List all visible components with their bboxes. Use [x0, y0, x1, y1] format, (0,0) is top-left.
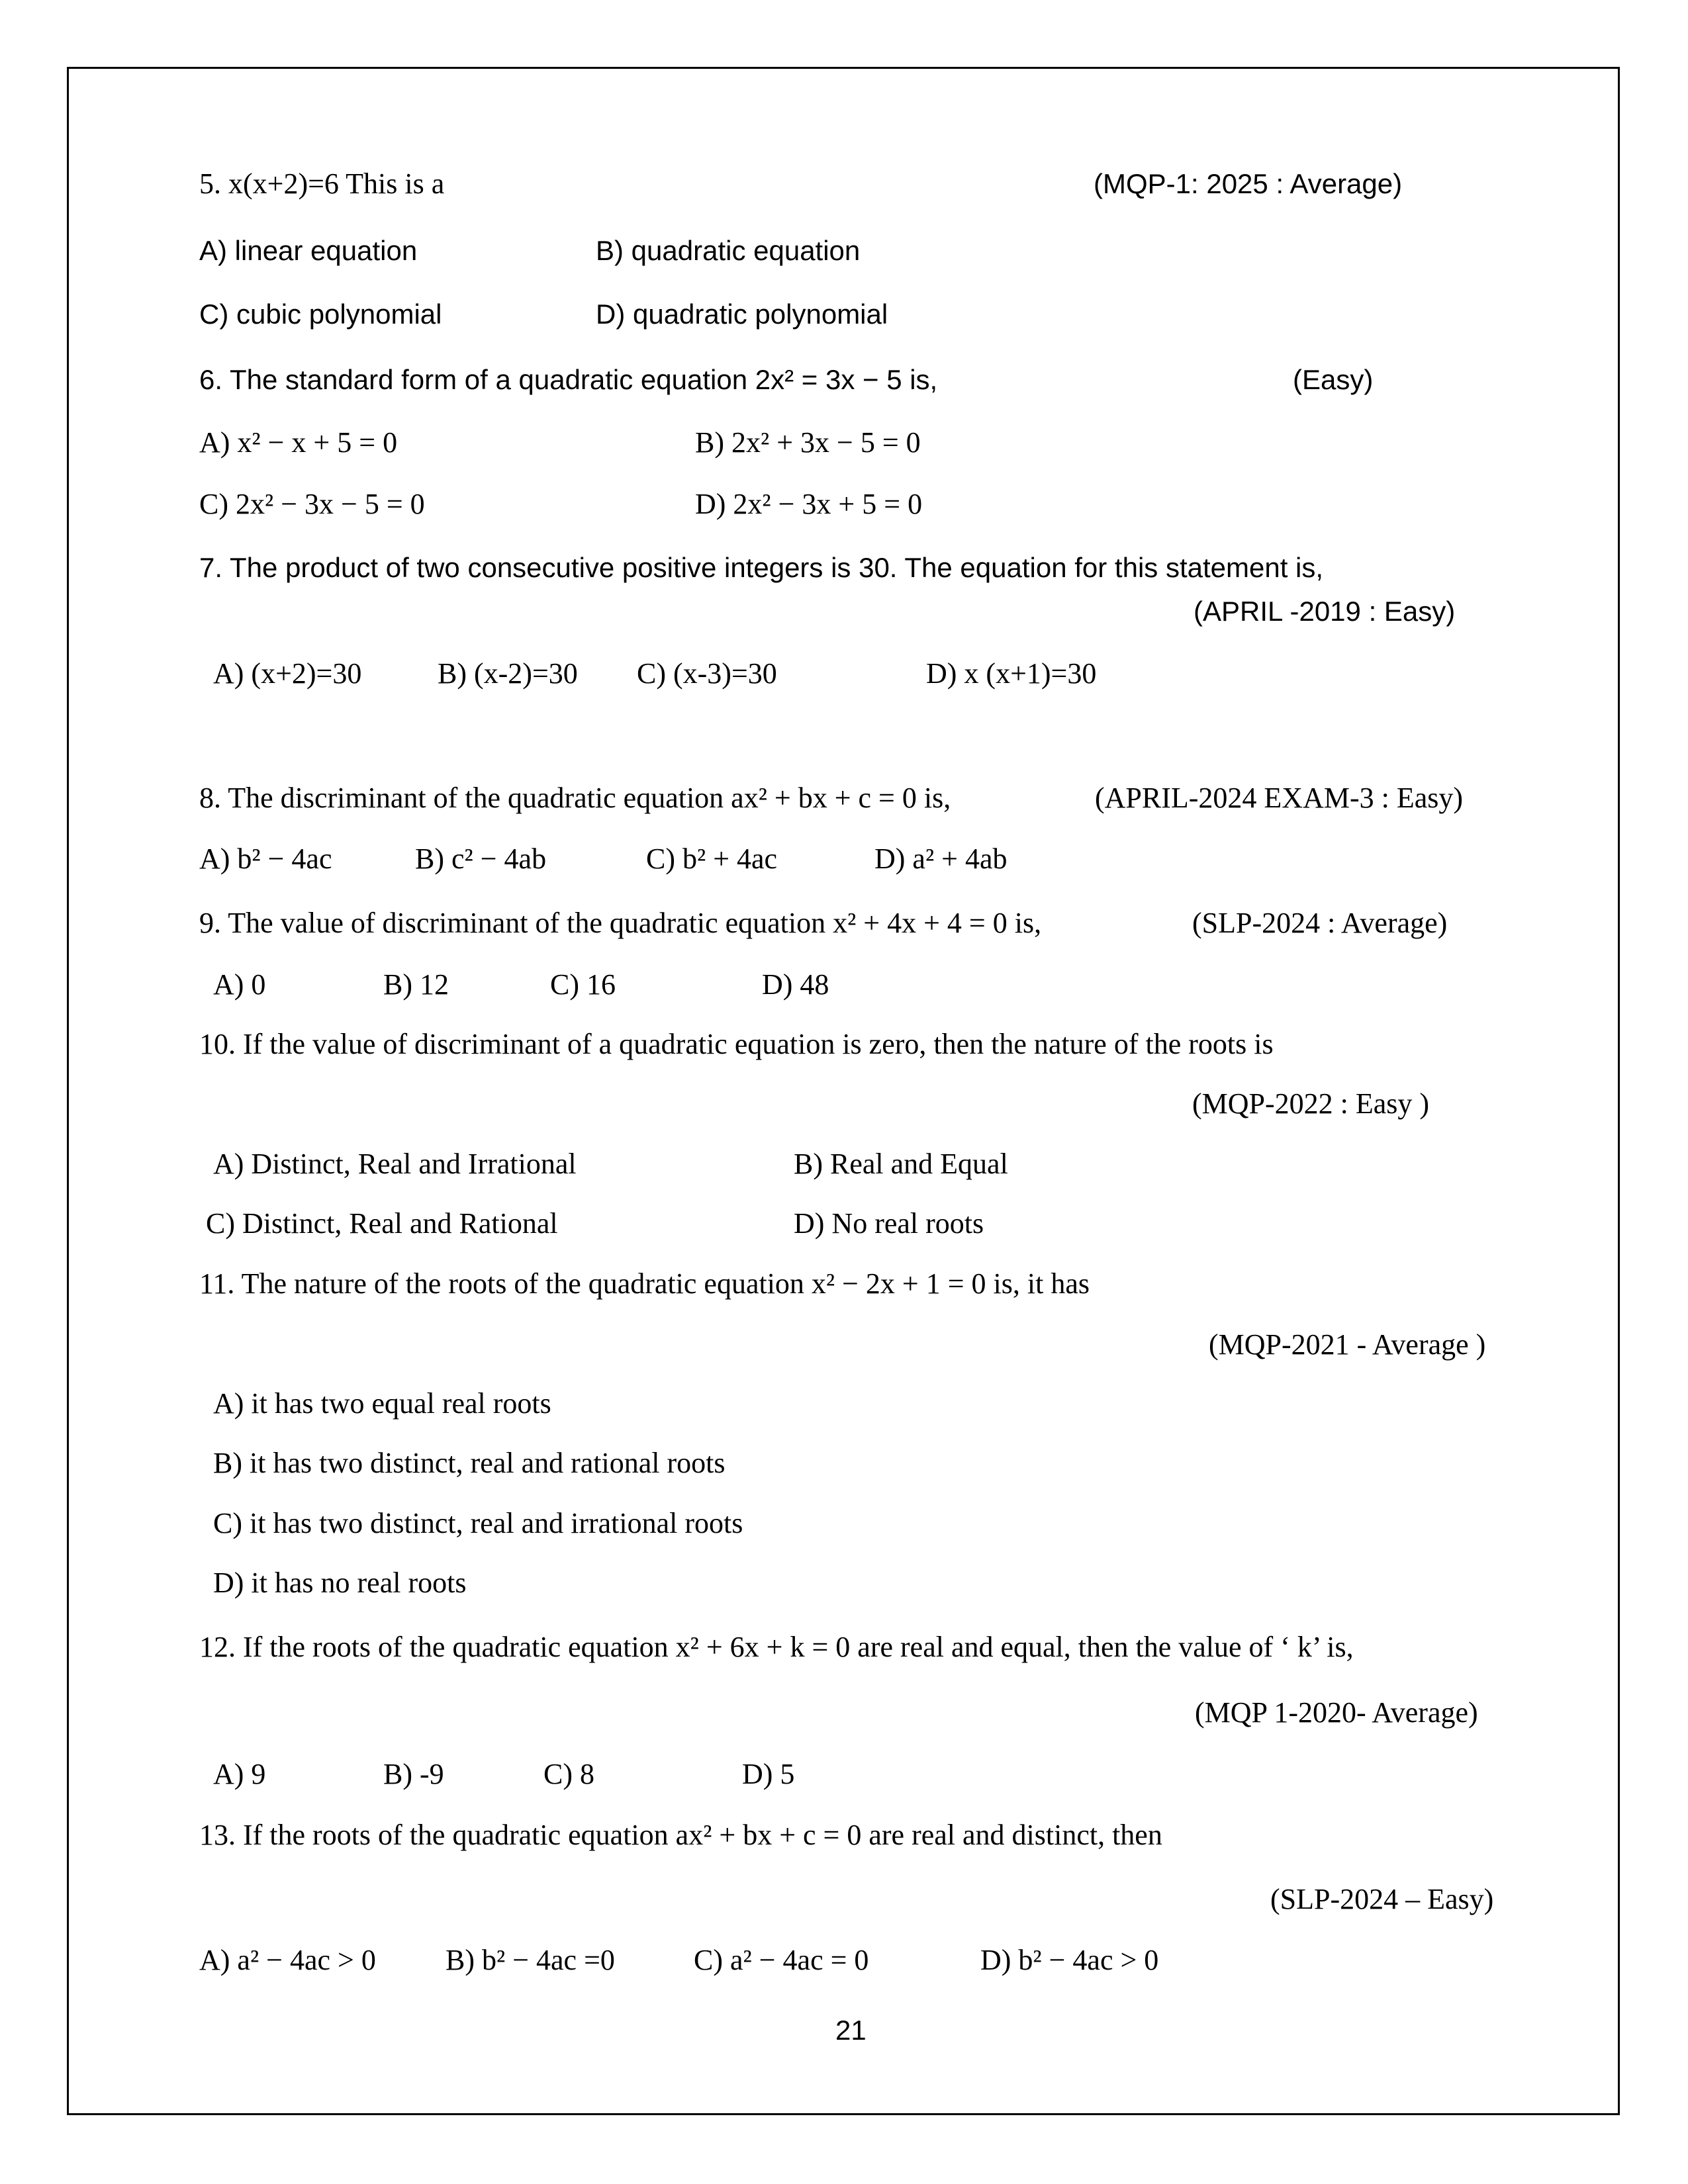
q13-option-b: B) b² − 4ac =0 — [445, 1944, 615, 1976]
q8-option-b: B) c² − 4ab — [415, 842, 547, 875]
page-number: 21 — [835, 2015, 867, 2046]
q11-option-c: C) it has two distinct, real and irrational roots — [213, 1507, 743, 1539]
q13-option-c: C) a² − 4ac = 0 — [694, 1944, 869, 1976]
q10-option-c: C) Distinct, Real and Rational — [206, 1207, 558, 1240]
q8-option-a: A) b² − 4ac — [199, 842, 332, 875]
q12-option-c: C) 8 — [543, 1758, 594, 1790]
question-7: 7. The product of two consecutive positive integers is 30. The equation for this statement is, — [199, 552, 1324, 583]
q5-option-c: C) cubic polynomial — [199, 298, 442, 330]
q10-option-b: B) Real and Equal — [794, 1148, 1008, 1180]
q9-option-b: B) 12 — [383, 968, 449, 1001]
q9-option-c: C) 16 — [550, 968, 616, 1001]
q11-option-a: A) it has two equal real roots — [213, 1387, 551, 1420]
question-6-tag: (Easy) — [1293, 364, 1374, 395]
q12-option-d: D) 5 — [742, 1758, 795, 1790]
question-11: 11. The nature of the roots of the quadratic equation x² − 2x + 1 = 0 is, it has — [199, 1267, 1090, 1300]
question-12-tag: (MQP 1-2020- Average) — [1195, 1696, 1478, 1729]
q8-option-c: C) b² + 4ac — [646, 842, 778, 875]
q10-option-a: A) Distinct, Real and Irrational — [213, 1148, 577, 1180]
question-13: 13. If the roots of the quadratic equation ax² + bx + c = 0 are real and distinct, then — [199, 1819, 1162, 1851]
q6-option-d: D) 2x² − 3x + 5 = 0 — [695, 488, 923, 520]
question-9-tag: (SLP-2024 : Average) — [1192, 907, 1448, 939]
q10-option-d: D) No real roots — [794, 1207, 984, 1240]
q11-option-d: D) it has no real roots — [213, 1567, 467, 1599]
q9-option-a: A) 0 — [213, 968, 266, 1001]
q13-option-a: A) a² − 4ac > 0 — [199, 1944, 376, 1976]
question-10: 10. If the value of discriminant of a quadratic equation is zero, then the nature of the roots is — [199, 1028, 1274, 1060]
q7-option-d: D) x (x+1)=30 — [926, 657, 1097, 690]
question-13-tag: (SLP-2024 – Easy) — [1270, 1883, 1494, 1915]
question-12: 12. If the roots of the quadratic equation x² + 6x + k = 0 are real and equal, then the value of ‘ k’ is, — [199, 1631, 1354, 1663]
q7-option-b: B) (x-2)=30 — [438, 657, 578, 690]
q5-option-b: B) quadratic equation — [596, 235, 861, 266]
q6-option-a: A) x² − x + 5 = 0 — [199, 426, 398, 459]
q6-option-c: C) 2x² − 3x − 5 = 0 — [199, 488, 425, 520]
q5-option-d: D) quadratic polynomial — [596, 298, 888, 330]
q6-option-b: B) 2x² + 3x − 5 = 0 — [695, 426, 921, 459]
question-7-tag: (APRIL -2019 : Easy) — [1194, 596, 1456, 627]
q7-option-c: C) (x-3)=30 — [637, 657, 777, 690]
question-8-tag: (APRIL-2024 EXAM-3 : Easy) — [1095, 782, 1464, 814]
q12-option-b: B) -9 — [383, 1758, 444, 1790]
q9-option-d: D) 48 — [762, 968, 829, 1001]
q13-option-d: D) b² − 4ac > 0 — [980, 1944, 1159, 1976]
q7-option-a: A) (x+2)=30 — [213, 657, 362, 690]
q5-option-a: A) linear equation — [199, 235, 418, 266]
question-10-tag: (MQP-2022 : Easy ) — [1192, 1087, 1430, 1120]
question-11-tag: (MQP-2021 - Average ) — [1209, 1328, 1486, 1361]
q11-option-b: B) it has two distinct, real and rational roots — [213, 1447, 726, 1479]
q8-option-d: D) a² + 4ab — [874, 842, 1008, 875]
q12-option-a: A) 9 — [213, 1758, 266, 1790]
question-9: 9. The value of discriminant of the quadratic equation x² + 4x + 4 = 0 is, — [199, 907, 1042, 939]
question-8: 8. The discriminant of the quadratic equation ax² + bx + c = 0 is, — [199, 782, 951, 814]
question-5-tag: (MQP-1: 2025 : Average) — [1094, 168, 1403, 199]
question-6: 6. The standard form of a quadratic equation 2x² = 3x − 5 is, — [199, 364, 938, 395]
question-5: 5. x(x+2)=6 This is a — [199, 167, 445, 200]
